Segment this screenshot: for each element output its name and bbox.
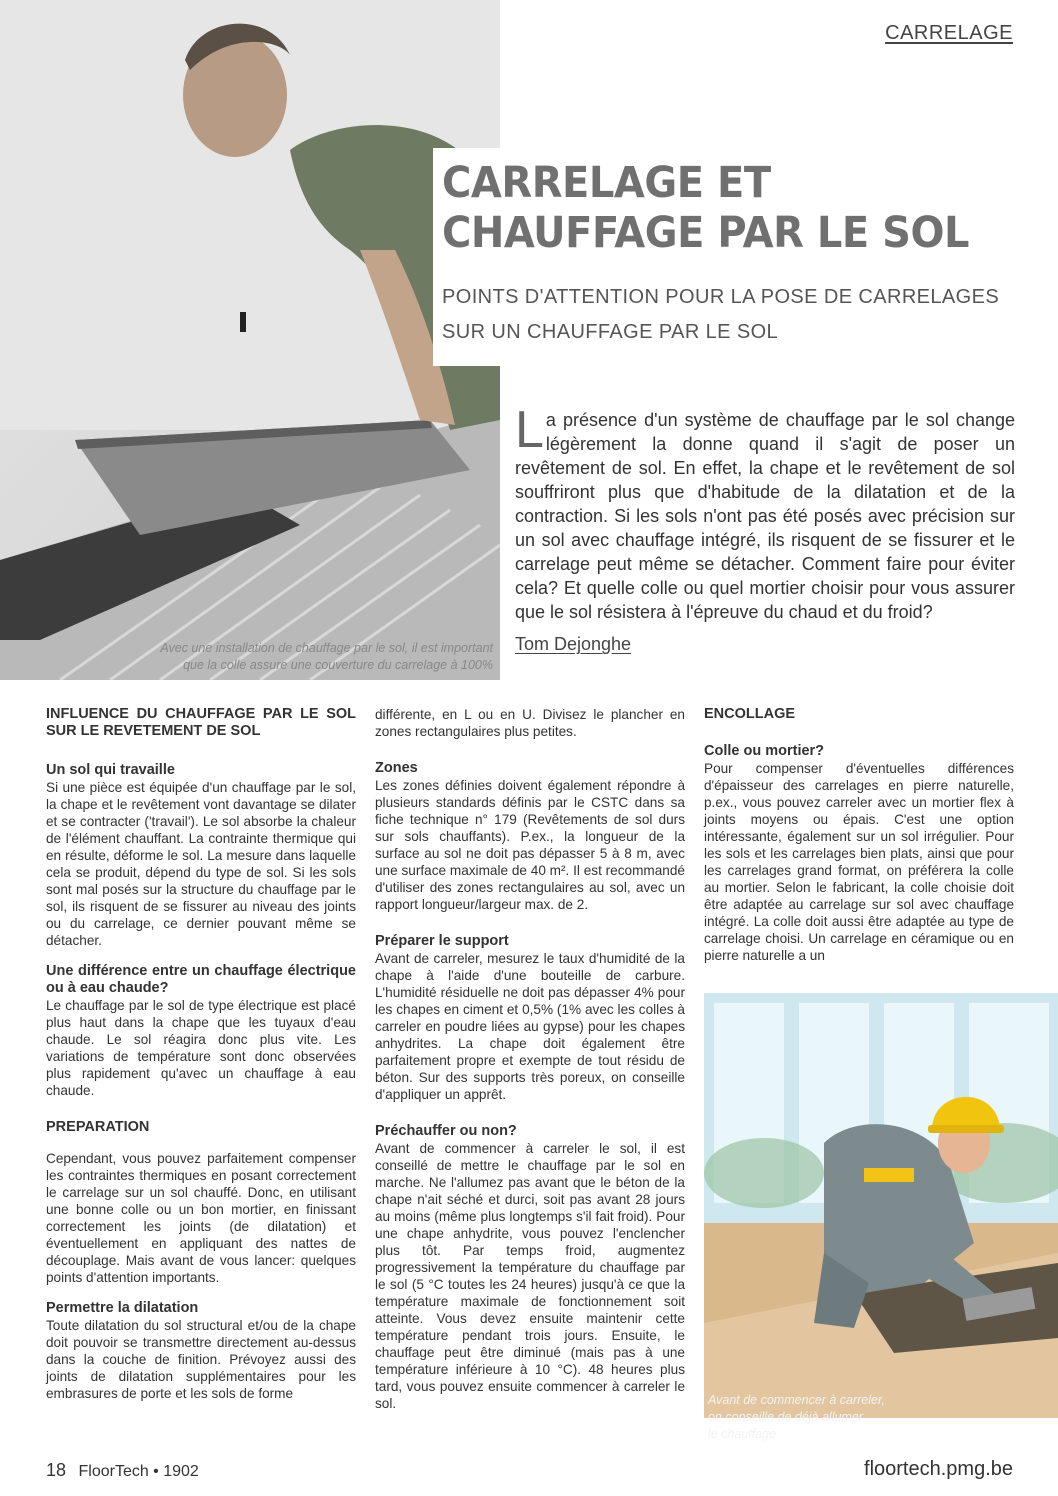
worker-illustration [704,993,1058,1418]
column-1 [46,706,356,1402]
paragraph-difference: Le chauffage par le sol de type électrique est placé plus haut dans la chape que les tuyaux d'eau chaude. Le sol réagira donc plus vite. Les variations de température sont donc observées plus rapidement qu'avec un chauffage à eau chaude. [46,998,356,1098]
hero-photo-tiler [0,0,500,680]
heading-zones: Zones [375,760,418,776]
heading-preparation: PREPARATION [46,1119,150,1135]
worker-caption-text-1: Avant de commencer à carreler, [708,1393,885,1407]
title-line-2: CHAUFFAGE PAR LE SOL [442,208,970,258]
heading-colle: Colle ou mortier? [704,743,825,759]
paragraph-dilatation: Toute dilatation du sol structural et/ou de la chape doit pouvoir se transmettre directement au-dessus dans la couche de finition. Prévoyez aussi des joints de dilatation supplémentaires pour les embrasures de porte et les sols de forme [46,1318,356,1401]
article-subtitle [442,280,1042,350]
hero-caption-line-1: Avec une installation de chauffage par le sol, il est important [160,641,493,655]
drop-cap: L [515,401,544,459]
paragraph-continued: différente, en L ou en U. Divisez le plancher en zones rectangulaires plus petites. [375,707,685,739]
footer-left [46,1460,199,1481]
section-label: CARRELAGE [885,22,1013,44]
worker-caption-block [708,1392,908,1443]
hero-illustration [0,0,500,680]
worker-photo [704,993,1058,1418]
author-link[interactable]: Tom Dejonghe [515,634,632,654]
paragraph-zones: Les zones définies doivent également répondre à plusieurs standards définis par le CSTC dans sa fiche technique n° 179 (Revêtements de sol durs sur sols chauffants). P.ex., la longueur de la surface au sol ne doit pas dépasser 5 à 8 m, avec une surface maximale de 40 m². Il est recommandé d'utiliser des zones rectangulaires au sol, avec un rapport longueur/largeur max. de 2. [375,778,685,912]
worker-caption-text-3: le chauffage [708,1427,777,1441]
intro-text: a présence d'un système de chauffage par le sol change légèrement la donne quand il s'agit de poser un revêtement de sol. En effet, la chape et le revêtement de sol souffriront plus que d'habitude de la dilatation et de la contraction. Si les sols n'ont pas été posés avec précision sur un sol avec chauffage intégré, ils risquent de se fissurer et le carrelage peut même se détacher. Comment faire pour éviter cela? Et quelle colle ou quel mortier choisir pour vous assurer que le sol résistera à l'épreuve du chaud et du froid? [515,410,1015,622]
paragraph-support: Avant de carreler, mesurez le taux d'humidité de la chape à l'aide d'une bouteille de carbure. L'humidité résiduelle ne doit pas dépasser 4% pour les chapes en ciment et 0,5% (1% avec les colles à carreler en poudre liées au gypse) pour les chapes anhydrites. La chape doit également être parfaitement propre et exempte de tout résidu de béton. Sur des supports très poreux, on conseille d'appliquer un apprêt. [375,951,685,1102]
article-title [442,158,1019,258]
title-line-1: CARRELAGE ET [442,158,771,208]
hero-caption-line-2: que la colle assure une couverture du carrelage à 100% [183,658,493,672]
paragraph-prechauffer: Avant de commencer à carreler le sol, il est conseillé de mettre le chauffage par le sol en marche. Ne l'allumez pas avant que le béton de la chape n'ait séché et durci, soit pas avant 28 jours au moins (même plus longtemps s'il fait froid). Pour une chape anhydrite, vous pouvez l'enclencher plus tôt. Par temps froid, augmentez progressivement la température du chauffage par le sol (5 °C toutes les 24 heures) jusqu'à ce que la température maximale de fonctionnement soit atteinte. Vous devez ensuite maintenir cette température pendant trois jours. Ensuite, le chauffage peut être diminué (mais pas à une température inférieure à 10 °C). 48 heures plus tard, vous pouvez ensuite commencer à carreler le sol. [375,1141,685,1411]
heading-difference: Une différence entre un chauffage électrique ou à eau chaude? [46,963,356,996]
website-link[interactable]: floortech.pmg.be [864,1458,1013,1480]
heading-prechauffer: Préchauffer ou non? [375,1123,517,1139]
paragraph-sol-travaille: Si une pièce est équipée d'un chauffage par le sol, la chape et le revêtement vont davantage se dilater et se contracter ('travail'). Le sol absorbe la chaleur de l'élément chauffant. La contrainte thermique qui en résulte, déforme le sol. La mesure dans laquelle cela se produit, dépend du type de sol. Si les sols sont mal posés sur la structure du chauffage par le sol, ils risquent de se fissurer au niveau des joints ou du carrelage, ce dernier pouvant même se détacher. [46,780,356,948]
heading-encollage: ENCOLLAGE [704,706,796,722]
subtitle-line-1: POINTS D'ATTENTION POUR LA POSE DE CARRELAGES [442,286,1000,308]
page-number: 18 [46,1460,67,1480]
column-2 [375,706,685,1412]
heading-dilatation: Permettre la dilatation [46,1300,199,1316]
paragraph-colle: Pour compenser d'éventuelles différences d'épaisseur des carrelages en pierre naturelle, p.ex., vous pouvez carreler avec un mortier flex à joints moyens ou épais. C'est une option intéressante, également sur un sol irrégulier. Pour les sols et les carrelages bien plats, ainsi que pour les carrelages grand format, on préférera la colle au mortier. Selon le fabricant, la colle choisie doit être adaptée au carrelage sur sol avec chauffage intégré. La colle doit aussi être adaptée au type de carrelage choisi. Un carrelage en céramique ou en pierre naturelle a un [704,761,1014,963]
magazine-issue: FloorTech • 1902 [78,1463,199,1480]
hero-caption [150,640,493,674]
heading-influence: INFLUENCE DU CHAUFFAGE PAR LE SOL SUR LE REVETEMENT DE SOL [46,706,356,739]
worker-caption-text-2: on conseille de déjà allumer [708,1410,863,1424]
intro-paragraph [515,401,1015,624]
subtitle-line-2: SUR UN CHAUFFAGE PAR LE SOL [442,321,779,343]
paragraph-preparation: Cependant, vous pouvez parfaitement compenser les contraintes thermiques en posant correctement le carrelage sur un sol chauffé. Donc, en utilisant une bonne colle ou un bon mortier, en finissant correctement les joints (de dilatation) et éventuellement en appliquant des nattes de découplage. Mais avant de vous lancer: quelques points d'attention importants. [46,1151,356,1285]
heading-sol-travaille: Un sol qui travaille [46,762,175,778]
heading-support: Préparer le support [375,933,509,949]
column-3 [704,706,1014,964]
